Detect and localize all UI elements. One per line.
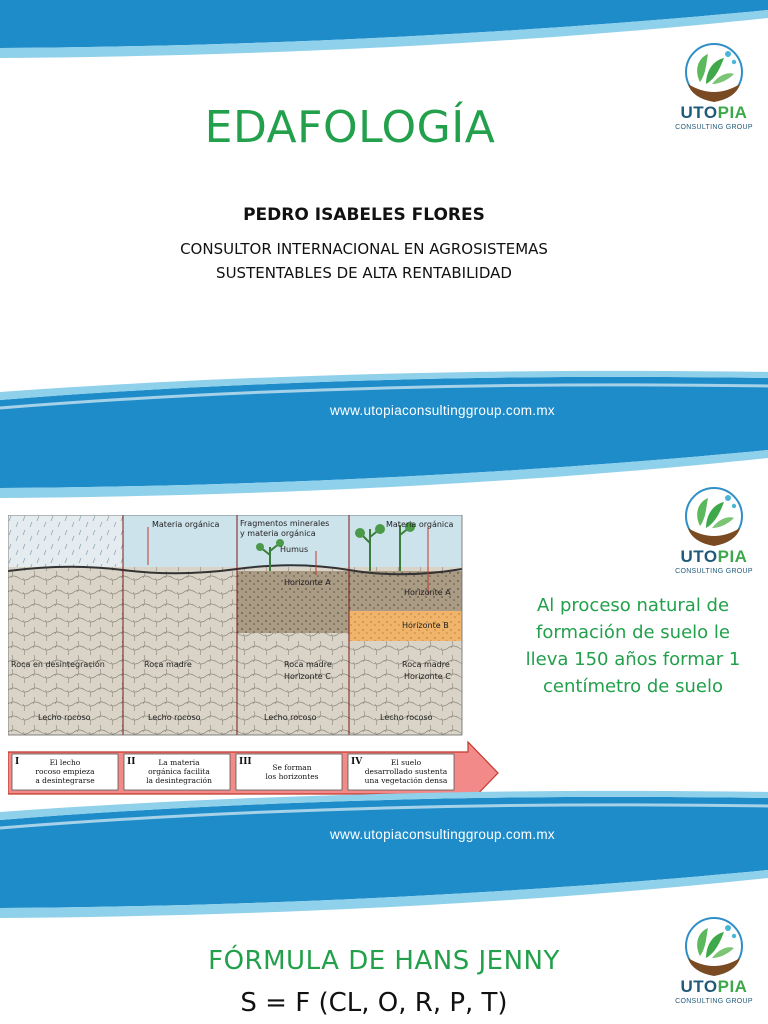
soil-formation-diagram bbox=[8, 515, 500, 805]
utopia-logo bbox=[668, 484, 760, 589]
stage-2-line-3: la desintegración bbox=[146, 776, 212, 785]
fact-line-1: Al proceso natural de bbox=[536, 595, 730, 616]
hans-jenny-formula: S = F (CL, O, R, P, T) bbox=[240, 988, 508, 1018]
footer-swoosh-decoration bbox=[0, 790, 768, 860]
author-name: PEDRO ISABELES FLORES bbox=[243, 205, 485, 225]
author-role-line-1: CONSULTOR INTERNACIONAL EN AGROSISTEMAS bbox=[180, 240, 548, 258]
stage-2-number: II bbox=[127, 757, 136, 767]
label-roca-madre-1: Roca madre bbox=[144, 660, 192, 669]
stage-4-line-3: una vegetación densa bbox=[364, 776, 448, 785]
label-horizonte-c-2: Horizonte C bbox=[404, 672, 451, 681]
footer-url[interactable]: www.utopiaconsultinggroup.com.mx bbox=[330, 403, 555, 418]
label-horizonte-c-1: Horizonte C bbox=[284, 672, 331, 681]
slide-title: FÓRMULA DE HANS JENNY bbox=[208, 946, 560, 976]
slide-1 bbox=[0, 0, 768, 440]
stage-1-line-3: a desintegrarse bbox=[35, 776, 95, 785]
label-materia-organica-2: Materia orgánica bbox=[386, 520, 454, 529]
stage-3-number: III bbox=[239, 757, 252, 767]
label-lecho-2: Lecho rocoso bbox=[148, 713, 201, 722]
stage-4-line-2: desarrollado sustenta bbox=[364, 767, 448, 776]
slide-3 bbox=[0, 860, 768, 1024]
label-horizonte-a-2: Horizonte A bbox=[404, 588, 451, 597]
slide-title: EDAFOLOGÍA bbox=[204, 102, 496, 153]
label-lecho-4: Lecho rocoso bbox=[380, 713, 433, 722]
utopia-globe-icon bbox=[676, 40, 752, 106]
stage-4-line-1: El suelo bbox=[390, 758, 422, 767]
utopia-brand-name: UTOPIA bbox=[680, 977, 748, 996]
label-fragmentos-line-2: y materia orgánica bbox=[240, 529, 316, 538]
utopia-brand-name: UTOPIA bbox=[680, 103, 748, 122]
top-swoosh-decoration bbox=[0, 440, 768, 500]
soil-formation-fact bbox=[502, 592, 764, 700]
label-roca-desintegracion: Roca en desintegración bbox=[11, 660, 105, 669]
label-horizonte-b: Horizonte B bbox=[402, 621, 449, 630]
label-lecho-1: Lecho rocoso bbox=[38, 713, 91, 722]
author-role-line-2: SUSTENTABLES DE ALTA RENTABILIDAD bbox=[216, 264, 512, 282]
footer-url[interactable]: www.utopiaconsultinggroup.com.mx bbox=[330, 827, 555, 842]
fact-line-4: centímetro de suelo bbox=[543, 676, 723, 697]
label-lecho-3: Lecho rocoso bbox=[264, 713, 317, 722]
stage-3-line-2: los horizontes bbox=[265, 772, 319, 781]
slide-2 bbox=[0, 440, 768, 860]
stage-1-line-1: El lecho bbox=[49, 758, 81, 767]
fact-line-3: lleva 150 años formar 1 bbox=[525, 649, 741, 670]
utopia-brand-name: UTOPIA bbox=[680, 547, 748, 566]
stage-2-line-1: La materia bbox=[158, 758, 200, 767]
label-roca-madre-2: Roca madre bbox=[284, 660, 332, 669]
stage-1-number: I bbox=[15, 757, 20, 767]
label-fragmentos-line-1: Fragmentos minerales bbox=[240, 519, 330, 528]
utopia-subtitle: CONSULTING GROUP bbox=[675, 124, 753, 131]
label-humus: Humus bbox=[280, 545, 309, 554]
stage-2-line-2: orgánica facilita bbox=[148, 767, 210, 776]
utopia-subtitle: CONSULTING GROUP bbox=[675, 568, 753, 575]
footer-banner bbox=[0, 370, 768, 440]
label-materia-organica-1: Materia orgánica bbox=[152, 520, 220, 529]
stage-3-line-1: Se forman bbox=[272, 763, 312, 772]
utopia-globe-icon bbox=[676, 484, 752, 550]
label-roca-madre-3: Roca madre bbox=[402, 660, 450, 669]
top-swoosh-decoration bbox=[0, 0, 768, 60]
fact-line-2: formación de suelo le bbox=[536, 622, 730, 643]
stage-4-number: IV bbox=[351, 757, 363, 767]
label-horizonte-a-1: Horizonte A bbox=[284, 578, 331, 587]
top-swoosh-decoration bbox=[0, 860, 768, 920]
utopia-subtitle: CONSULTING GROUP bbox=[675, 998, 753, 1005]
stage-1-line-2: rocoso empieza bbox=[35, 767, 95, 776]
footer-banner bbox=[0, 790, 768, 860]
